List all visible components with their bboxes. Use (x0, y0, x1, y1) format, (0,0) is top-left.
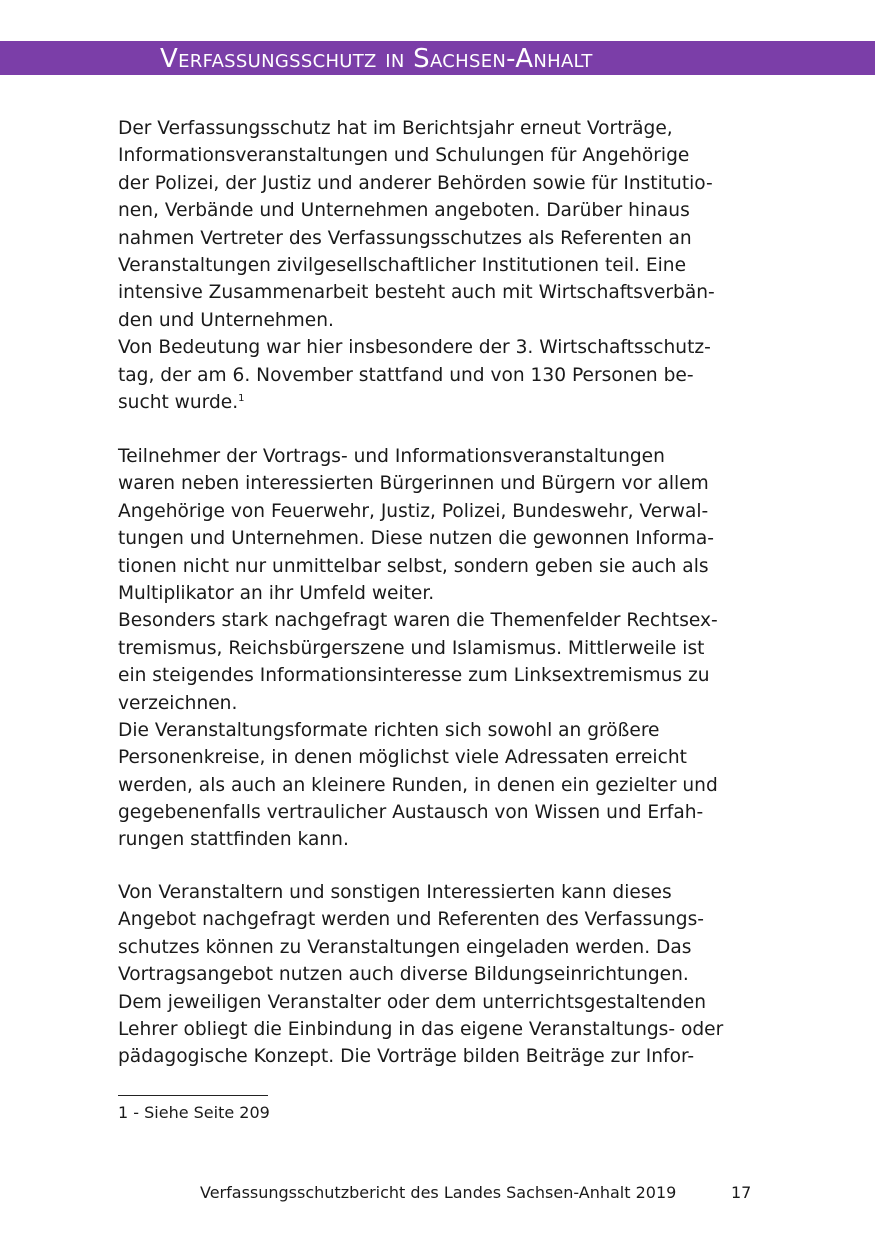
footnote-reference[interactable]: 1 (238, 392, 245, 404)
text-line: den und Unternehmen. (118, 309, 334, 331)
text-line: waren neben interessierten Bürgerinnen und Bürgern vor allem (118, 473, 709, 495)
text-line: Dem jeweiligen Veranstalter oder dem unterrichtsgestaltenden (118, 991, 706, 1013)
text-line: Teilnehmer der Vortrags- und Informationsveranstaltungen (118, 446, 665, 467)
paragraph-2 (118, 443, 718, 854)
text-line: Die Veranstaltungsformate richten sich sowohl an größere (118, 719, 660, 741)
text-line: Angebot nachgefragt werden und Referenten des Verfassungs- (118, 909, 705, 931)
text-line: der Polizei, der Justiz und anderer Behörden sowie für Institutio- (118, 172, 713, 194)
text-line: pädagogische Konzept. Die Vorträge bilden Beiträge zur Infor- (118, 1046, 695, 1068)
text-line: gegebenenfalls vertraulicher Austausch von Wissen und Erfah- (118, 802, 704, 824)
text-line: werden, als auch an kleinere Runden, in denen ein gezielter und (118, 774, 718, 796)
paragraph-1 (118, 115, 715, 416)
footnote-divider (118, 1095, 268, 1096)
text-line: tionen nicht nur unmittelbar selbst, sondern geben sie auch als (118, 555, 709, 577)
text-line (118, 389, 715, 416)
paragraph-3 (118, 879, 723, 1071)
text-line: Von Bedeutung war hier insbesondere der 3. Wirtschaftsschutz- (118, 337, 711, 359)
text-line: verzeichnen. (118, 692, 238, 714)
text-line: tungen und Unternehmen. Diese nutzen die gewonnen Informa- (118, 528, 714, 550)
text-line: Informationsveranstaltungen und Schulungen für Angehörige (118, 145, 690, 167)
text-line: tremismus, Reichsbürgerszene und Islamismus. Mittlerweile ist (118, 637, 705, 659)
text-line: intensive Zusammenarbeit besteht auch mit Wirtschaftsverbän- (118, 282, 715, 304)
text-line: Von Veranstaltern und sonstigen Interessierten kann dieses (118, 882, 672, 903)
page-number: 17 (731, 1183, 752, 1202)
text-line: schutzes können zu Veranstaltungen eingeladen werden. Das (118, 936, 692, 958)
footer-publication-title: Verfassungsschutzbericht des Landes Sachsen-Anhalt 2019 (200, 1183, 677, 1202)
text-line: nahmen Vertreter des Verfassungsschutzes als Referenten an (118, 227, 692, 249)
text-line: tag, der am 6. November stattfand und von 130 Personen be- (118, 364, 694, 386)
text-line: Angehörige von Feuerwehr, Justiz, Polizei, Bundeswehr, Verwal- (118, 500, 709, 522)
text-line: Vortragsangebot nutzen auch diverse Bildungseinrichtungen. (118, 964, 689, 986)
text-line: rungen stattfinden kann. (118, 829, 349, 851)
text-line: Multiplikator an ihr Umfeld weiter. (118, 582, 435, 604)
text-line: Veranstaltungen zivilgesellschaftlicher Institutionen teil. Eine (118, 254, 687, 276)
text-line: Lehrer obliegt die Einbindung in das eigene Veranstaltungs- oder (118, 1018, 724, 1040)
page-title: Verfassungsschutz in Sachsen-Anhalt (160, 44, 593, 74)
footnote: 1 - Siehe Seite 209 (118, 1103, 270, 1122)
text-line: Besonders stark nachgefragt waren die Themenfelder Rechtsex- (118, 610, 718, 632)
text-line: Personenkreise, in denen möglichst viele Adressaten erreicht (118, 747, 687, 769)
text-line: Der Verfassungsschutz hat im Berichtsjahr erneut Vorträge, (118, 118, 673, 139)
text-line: nen, Verbände und Unternehmen angeboten. Darüber hinaus (118, 200, 690, 222)
text-line-content: sucht wurde. (118, 391, 239, 413)
text-line: ein steigendes Informationsinteresse zum Linksextremismus zu (118, 665, 710, 687)
